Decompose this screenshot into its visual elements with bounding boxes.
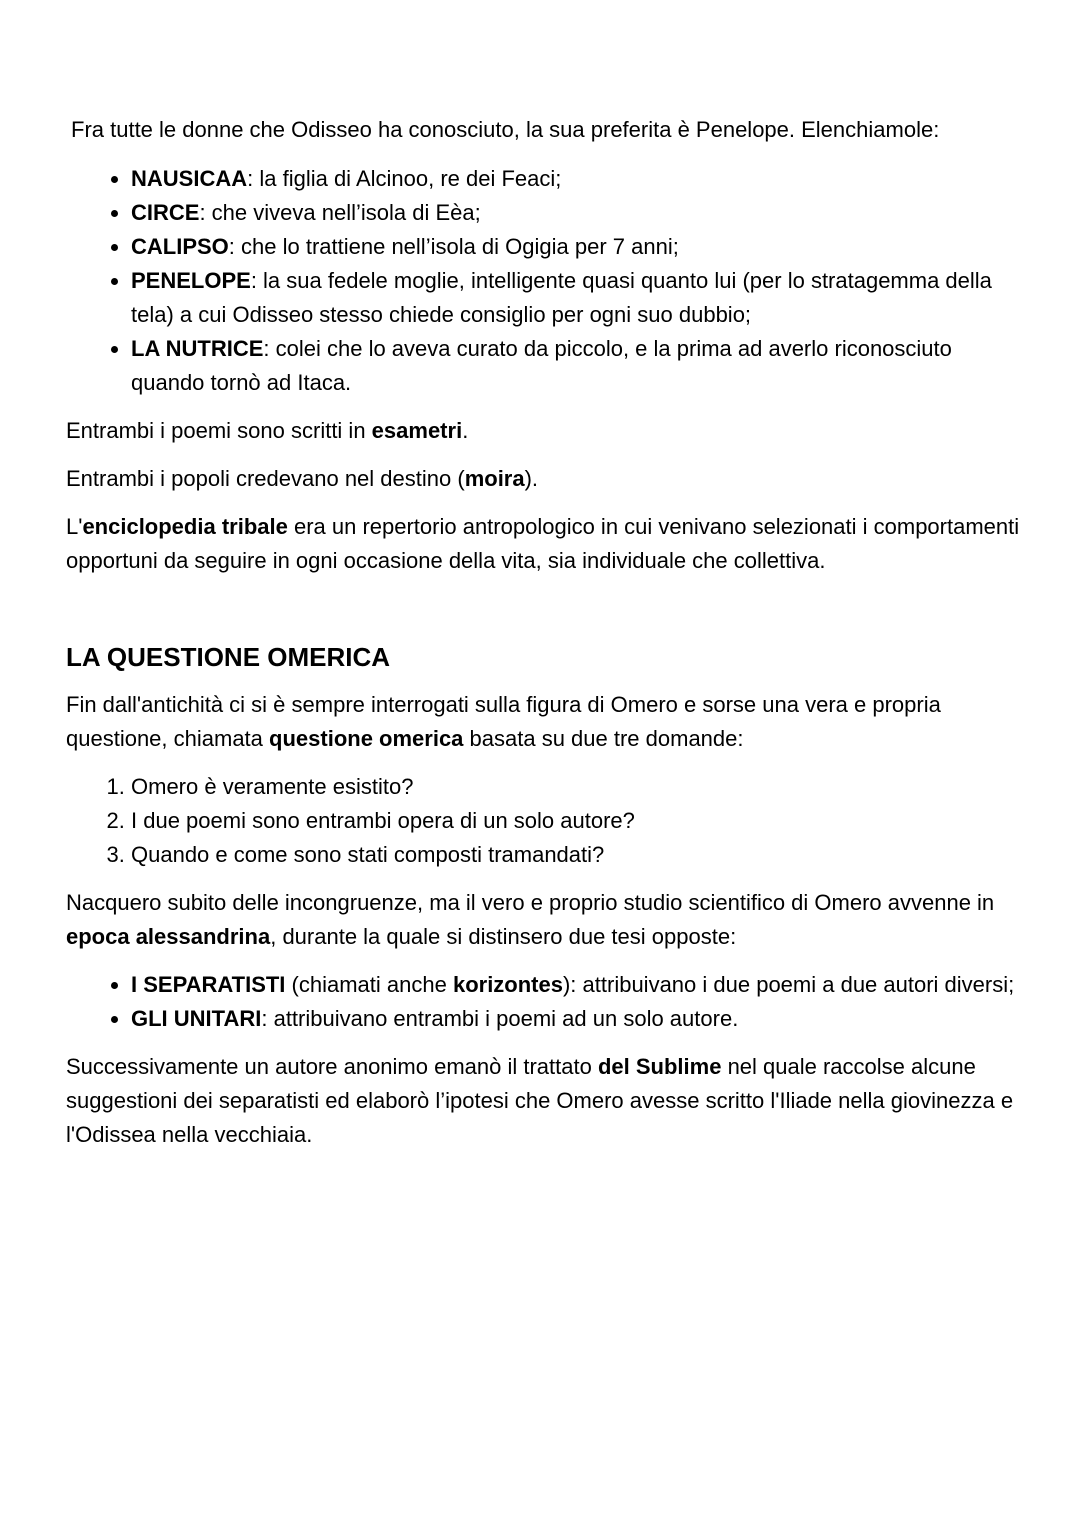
sublime-paragraph: Successivamente un autore anonimo emanò il trattato del Sublime nel quale raccolse alcune suggestioni dei separatisti ed elaborò l’ipotesi che Omero avesse scritto l'Iliade nella giovinezza e l'Odissea nella vecchiaia. (66, 1054, 1014, 1147)
list-item: • GLI UNITARI: attribuivano entrambi i poemi ad un solo autore. (131, 1002, 1020, 1036)
woman-name: PENELOPE (131, 268, 251, 293)
woman-description: : la figlia di Alcinoo, re dei Feaci; (247, 166, 562, 191)
questione-paragraph: Fin dall'antichità ci si è sempre interrogati sulla figura di Omero e sorse una vera e propria questione, chiamata questione omerica basata su due tre domande: (66, 692, 941, 751)
woman-description: : che viveva nell’isola di Eèa; (199, 200, 481, 225)
esametri-paragraph: Entrambi i poemi sono scritti in esametri. (66, 418, 469, 443)
questions-list (66, 770, 1020, 872)
woman-description: : che lo trattiene nell’isola di Ogigia per 7 anni; (228, 234, 679, 259)
section-heading: LA QUESTIONE OMERICA (66, 642, 391, 672)
woman-name: CIRCE (131, 200, 200, 225)
list-item (131, 332, 1020, 400)
woman-name: CALIPSO (131, 234, 229, 259)
intro-paragraph: Fra tutte le donne che Odisseo ha conosciuto, la sua preferita è Penelope. Elenchiamole: (71, 117, 940, 142)
enciclopedia-paragraph: L'enciclopedia tribale era un repertorio antropologico in cui venivano selezionati i comportamenti opportuni da seguire in ogni occasione della vita, sia individuale che collettiva. (66, 514, 1020, 573)
woman-name: NAUSICAA (131, 166, 248, 191)
list-item: • I SEPARATISTI (chiamati anche korizontes): attribuivano i due poemi a due autori diversi; (131, 968, 1020, 1002)
list-item (131, 162, 1020, 196)
list-item (131, 230, 1020, 264)
women-list (66, 162, 1020, 400)
list-item (131, 264, 1020, 332)
list-item: 3. Quando e come sono stati composti tramandati? (131, 838, 1020, 872)
list-item (131, 196, 1020, 230)
list-item: 1. Omero è veramente esistito? (131, 770, 1020, 804)
list-item: 2. I due poemi sono entrambi opera di un solo autore? (131, 804, 1020, 838)
moira-paragraph: Entrambi i popoli credevano nel destino (moira). (66, 466, 539, 491)
woman-description: : la sua fedele moglie, intelligente quasi quanto lui (per lo stratagemma della tela) a cui Odisseo stesso chiede consiglio per ogni suo dubbio; (131, 268, 992, 327)
theses-list (66, 968, 1020, 1036)
woman-description: : colei che lo aveva curato da piccolo, e la prima ad averlo riconosciuto quando tornò ad Itaca. (131, 336, 952, 395)
nacquero-paragraph: Nacquero subito delle incongruenze, ma il vero e proprio studio scientifico di Omero avvenne in epoca alessandrina, durante la quale si distinsero due tesi opposte: (66, 890, 995, 949)
woman-name: LA NUTRICE (131, 336, 264, 361)
